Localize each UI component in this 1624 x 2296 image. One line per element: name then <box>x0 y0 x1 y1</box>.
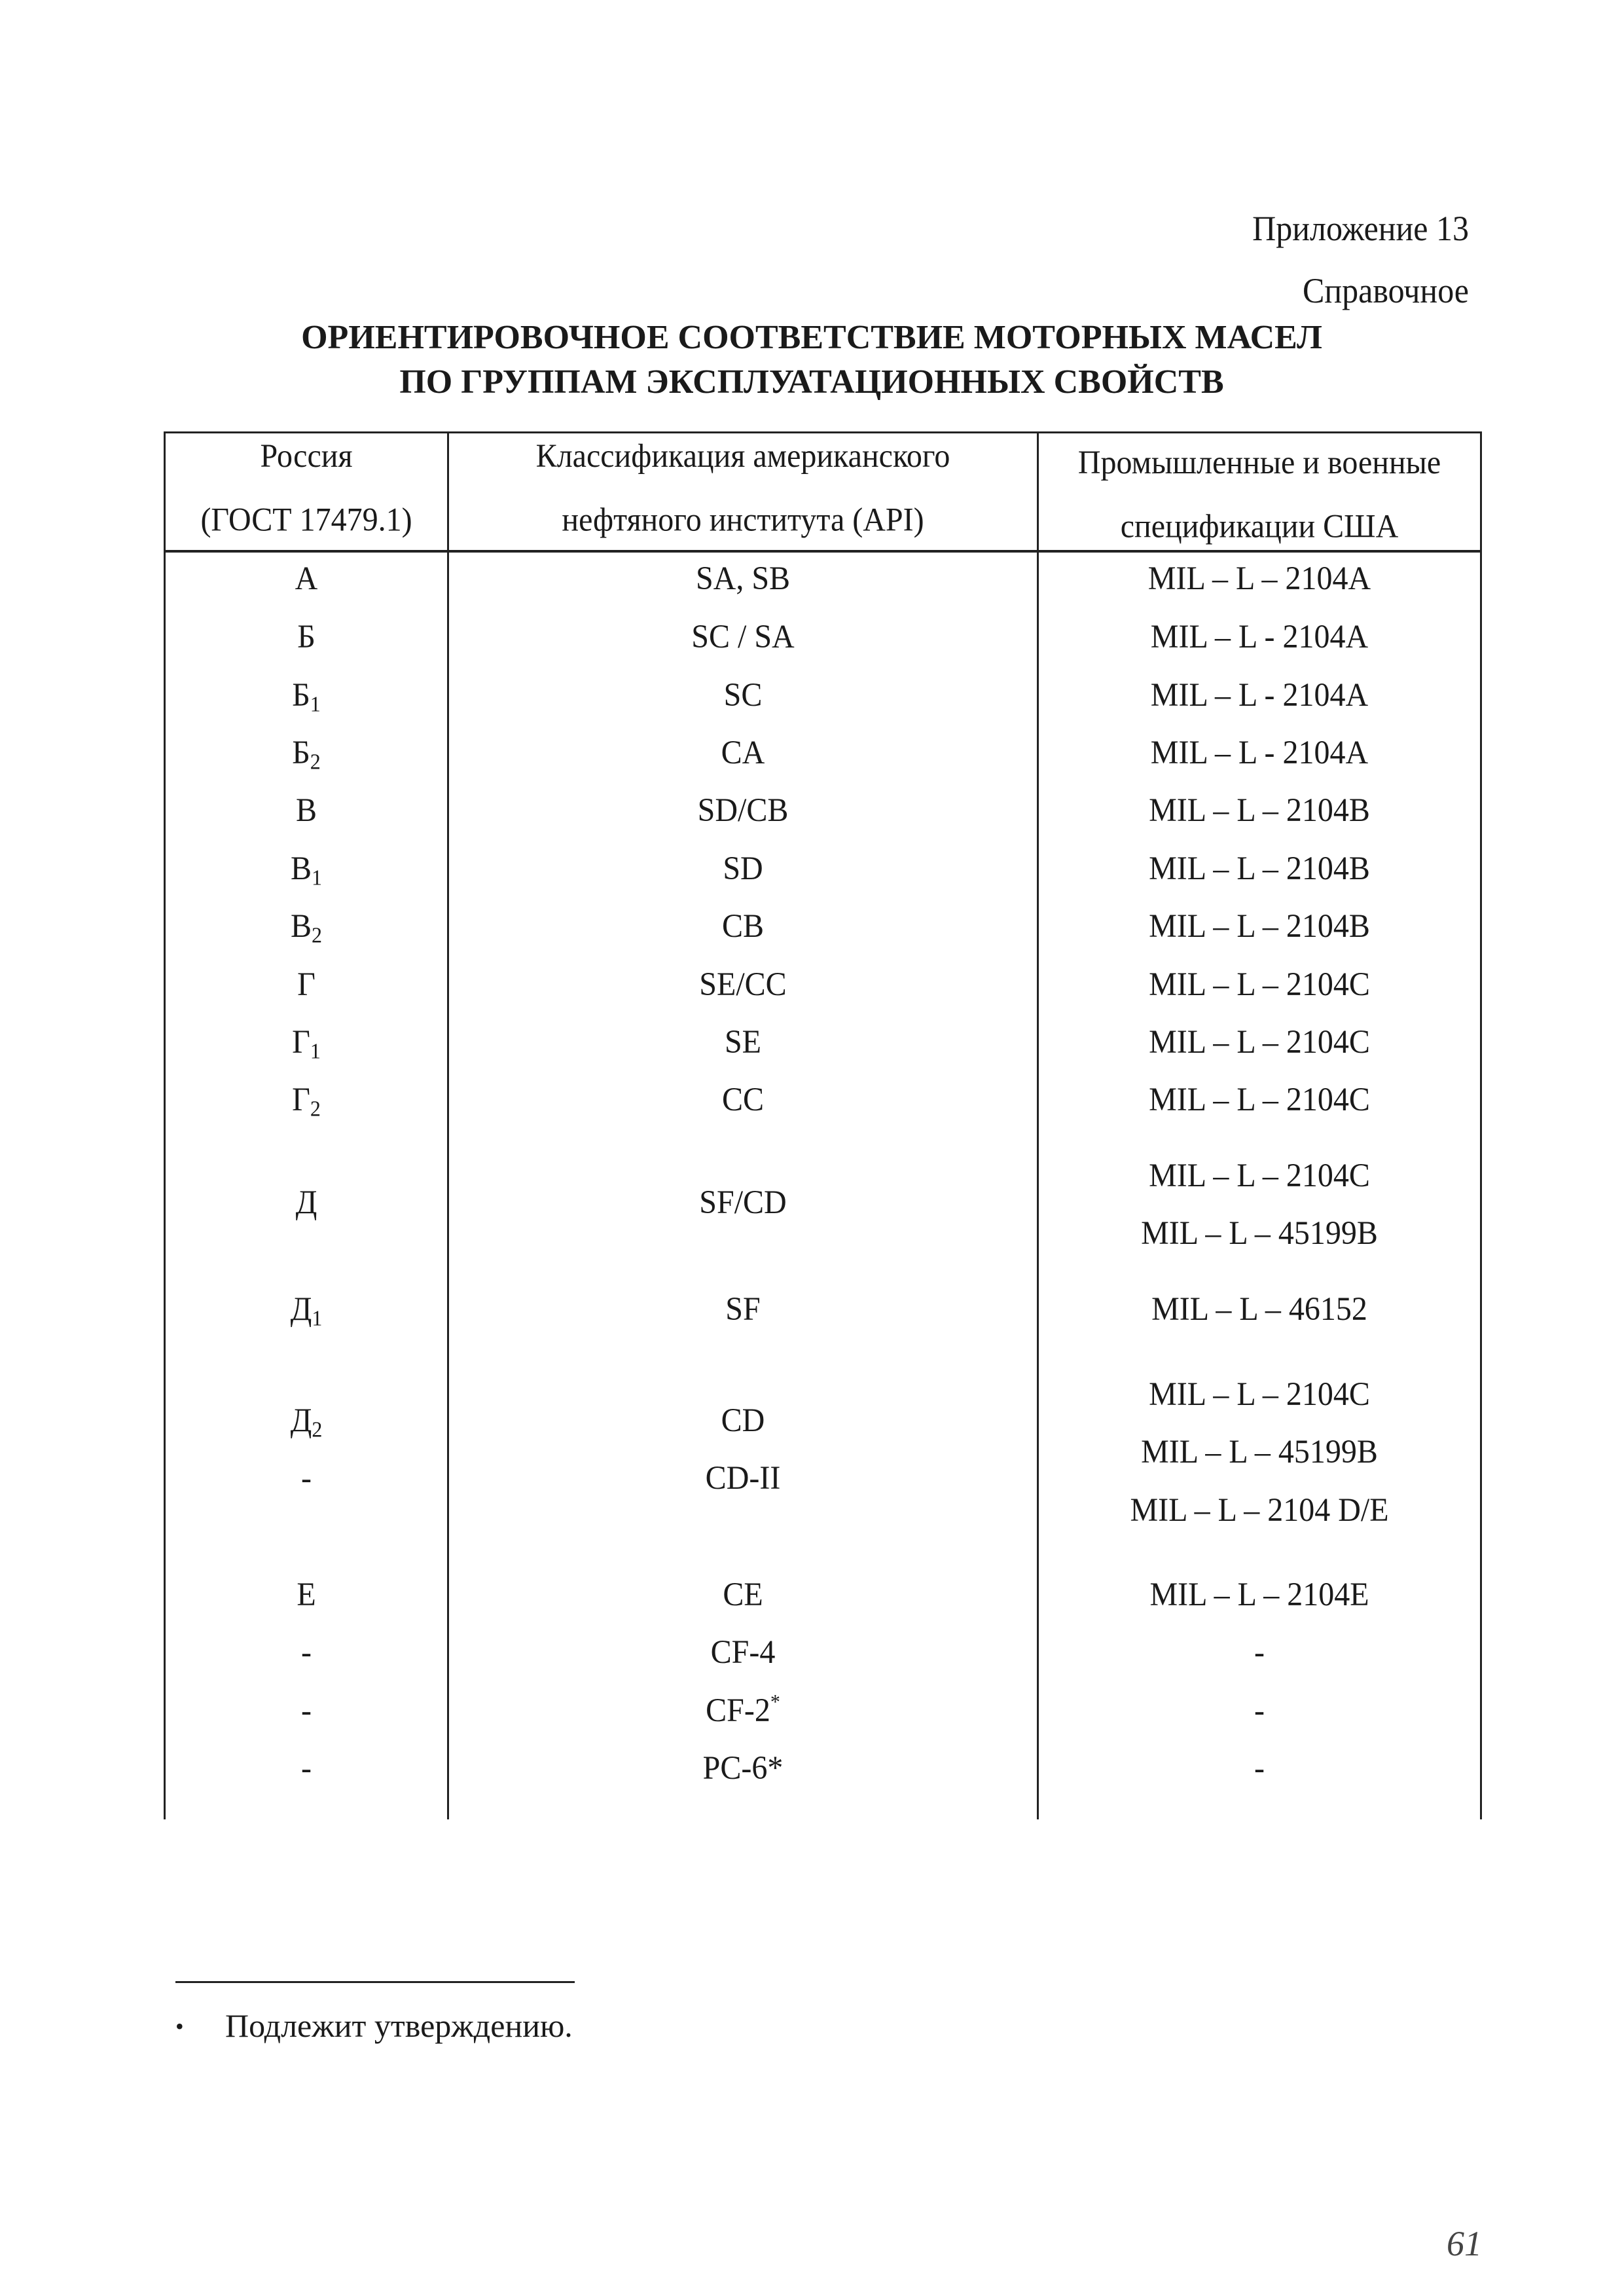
cell-api-class <box>449 1749 1037 1787</box>
cell-usa-spec: MIL – L – 2104B <box>1149 850 1370 887</box>
cell-usa-spec: MIL – L – 2104C <box>1149 1081 1370 1118</box>
column-header-usa-line2: спецификации США <box>1120 508 1399 545</box>
russia-group-letter: Д <box>290 1290 312 1328</box>
russia-group-letter: Е <box>297 1576 316 1613</box>
russia-group-letter: В <box>290 850 312 887</box>
api-class-text: SF <box>725 1290 761 1328</box>
russia-group-index: 1 <box>310 691 321 716</box>
appendix-header <box>1252 197 1469 321</box>
russia-group-index: 2 <box>312 922 322 947</box>
api-class-text: SA, SB <box>695 560 791 597</box>
api-class-footnote-mark: * <box>770 1690 780 1714</box>
cell-russia-group <box>166 562 447 596</box>
column-header-russia <box>166 424 447 552</box>
cell-usa-spec: MIL – L – 2104C <box>1149 1157 1370 1194</box>
api-class-text: SF/CD <box>699 1184 787 1221</box>
appendix-number: Приложение 13 <box>1252 208 1469 248</box>
cell-api-class <box>449 968 1037 1002</box>
column-header-api-line2: нефтяного института (API) <box>562 501 924 539</box>
column-header-usa-specs <box>1039 431 1480 558</box>
cell-api-class <box>449 562 1037 596</box>
cell-russia-group <box>166 618 447 655</box>
column-header-api-line1: Классификация американского <box>535 437 950 475</box>
api-class-text: PC-6* <box>702 1749 784 1787</box>
russia-group-index: 2 <box>312 1416 323 1442</box>
cell-usa-spec: MIL – L - 2104A <box>1150 618 1369 655</box>
cell-usa-spec: MIL – L - 2104A <box>1150 676 1369 714</box>
api-class-text: CC <box>721 1081 765 1118</box>
cell-russia-group <box>166 1023 447 1063</box>
cell-usa-spec: - <box>1254 1633 1265 1671</box>
cell-usa-spec: MIL – L – 2104C <box>1149 1376 1370 1413</box>
russia-group-letter: Д <box>290 1402 312 1439</box>
cell-api-class <box>449 1578 1037 1612</box>
cell-api-class <box>449 1081 1037 1118</box>
api-class-text: SD/CB <box>697 792 789 829</box>
cell-api-class <box>449 1404 1037 1438</box>
api-class-text: CD <box>721 1402 765 1439</box>
cell-usa-spec: MIL – L – 2104B <box>1149 792 1370 829</box>
cell-api-class <box>449 1633 1037 1671</box>
cell-russia-group <box>166 1694 447 1728</box>
column-header-api <box>449 424 1037 552</box>
cell-api-class <box>449 794 1037 828</box>
cell-usa-spec: - <box>1254 1749 1265 1787</box>
cell-russia-group <box>166 850 447 890</box>
cell-api-class <box>449 852 1037 886</box>
cell-api-class <box>449 618 1037 655</box>
cell-usa-spec: - <box>1254 1692 1265 1729</box>
cell-usa-spec: MIL – L – 2104C <box>1149 966 1370 1003</box>
cell-api-class <box>449 1023 1037 1061</box>
table-border-right <box>1480 431 1482 1819</box>
cell-api-class <box>449 1290 1037 1328</box>
cell-usa-spec: MIL – L – 2104A <box>1147 560 1371 597</box>
cell-usa-spec: MIL – L – 45199B <box>1141 1214 1378 1252</box>
footnote-text: Подлежит утверждению. <box>225 2007 573 2044</box>
column-header-russia-line2: (ГОСТ 17479.1) <box>200 501 412 539</box>
column-header-russia-line1: Россия <box>260 437 353 475</box>
russia-group-index: 1 <box>312 864 322 890</box>
api-class-text: CF-4 <box>710 1633 776 1671</box>
russia-group-index: 1 <box>312 1305 323 1330</box>
cell-api-class <box>449 907 1037 945</box>
russia-group-letter: Б <box>297 618 316 655</box>
cell-api-class <box>449 1459 1037 1497</box>
russia-group-letter: Г <box>292 1023 310 1061</box>
cell-usa-spec: MIL – L – 46152 <box>1151 1290 1367 1328</box>
footnote-rule <box>175 1981 575 1983</box>
footnote-bullet: • <box>175 2013 184 2039</box>
cell-usa-spec: MIL – L – 2104E <box>1149 1576 1369 1613</box>
cell-usa-spec: MIL – L – 2104C <box>1149 1023 1370 1061</box>
cell-russia-group <box>166 1459 447 1497</box>
cell-russia-group <box>166 1081 447 1121</box>
cell-russia-group <box>166 1633 447 1671</box>
api-class-text: CF-2 <box>706 1692 770 1729</box>
api-class-text: SD <box>723 850 763 887</box>
cell-russia-group <box>166 907 447 947</box>
russia-group-letter: Г <box>297 966 316 1003</box>
api-class-text: SE/CC <box>699 966 787 1003</box>
title-line-1: ОРИЕНТИРОВОЧНОЕ СООТВЕТСТВИЕ МОТОРНЫХ МАСЕЛ <box>301 319 1322 356</box>
column-header-usa-line1: Промышленные и военные <box>1077 444 1441 481</box>
russia-group-letter: - <box>301 1459 312 1497</box>
document-title <box>196 316 1427 405</box>
cell-russia-group <box>166 1290 447 1330</box>
api-class-text: SC <box>723 676 763 714</box>
appendix-type: Справочное <box>1303 270 1469 310</box>
cell-usa-spec: MIL – L – 2104B <box>1149 907 1370 945</box>
cell-usa-spec: MIL – L - 2104A <box>1150 734 1369 771</box>
cell-russia-group <box>166 1402 447 1442</box>
russia-group-letter: Д <box>295 1184 317 1221</box>
cell-russia-group <box>166 968 447 1002</box>
russia-group-letter: Б <box>292 676 310 714</box>
api-class-text: CB <box>721 907 765 945</box>
cell-russia-group <box>166 1578 447 1612</box>
russia-group-letter: В <box>290 907 312 945</box>
russia-group-index: 2 <box>310 1095 321 1121</box>
russia-group-letter: - <box>301 1749 312 1787</box>
api-class-text: CA <box>721 734 765 771</box>
cell-usa-spec: MIL – L – 45199B <box>1141 1433 1378 1470</box>
russia-group-letter: Г <box>292 1081 310 1118</box>
page-number: 61 <box>1447 2224 1482 2263</box>
api-class-text: CE <box>723 1576 763 1613</box>
russia-group-letter: А <box>295 560 318 597</box>
russia-group-index: 1 <box>310 1038 321 1063</box>
cell-russia-group <box>166 794 447 828</box>
russia-group-letter: - <box>301 1692 312 1729</box>
russia-group-letter: В <box>295 792 317 829</box>
cell-api-class <box>449 676 1037 714</box>
cell-russia-group <box>166 1186 447 1220</box>
russia-group-letter: Б <box>292 734 310 771</box>
cell-russia-group <box>166 676 447 716</box>
footnote <box>175 2006 573 2046</box>
cell-russia-group <box>166 734 447 774</box>
api-class-text: CD-II <box>705 1459 781 1497</box>
russia-group-letter: - <box>301 1633 312 1671</box>
russia-group-index: 2 <box>310 748 321 774</box>
cell-api-class <box>449 1186 1037 1220</box>
cell-api-class <box>449 1690 1037 1729</box>
cell-russia-group <box>166 1749 447 1787</box>
title-line-2: ПО ГРУППАМ ЭКСПЛУАТАЦИОННЫХ СВОЙСТВ <box>399 363 1224 401</box>
api-class-text: SC / SA <box>691 618 795 655</box>
cell-api-class <box>449 734 1037 771</box>
cell-usa-spec: MIL – L – 2104 D/E <box>1130 1491 1389 1529</box>
api-class-text: SE <box>724 1023 761 1061</box>
